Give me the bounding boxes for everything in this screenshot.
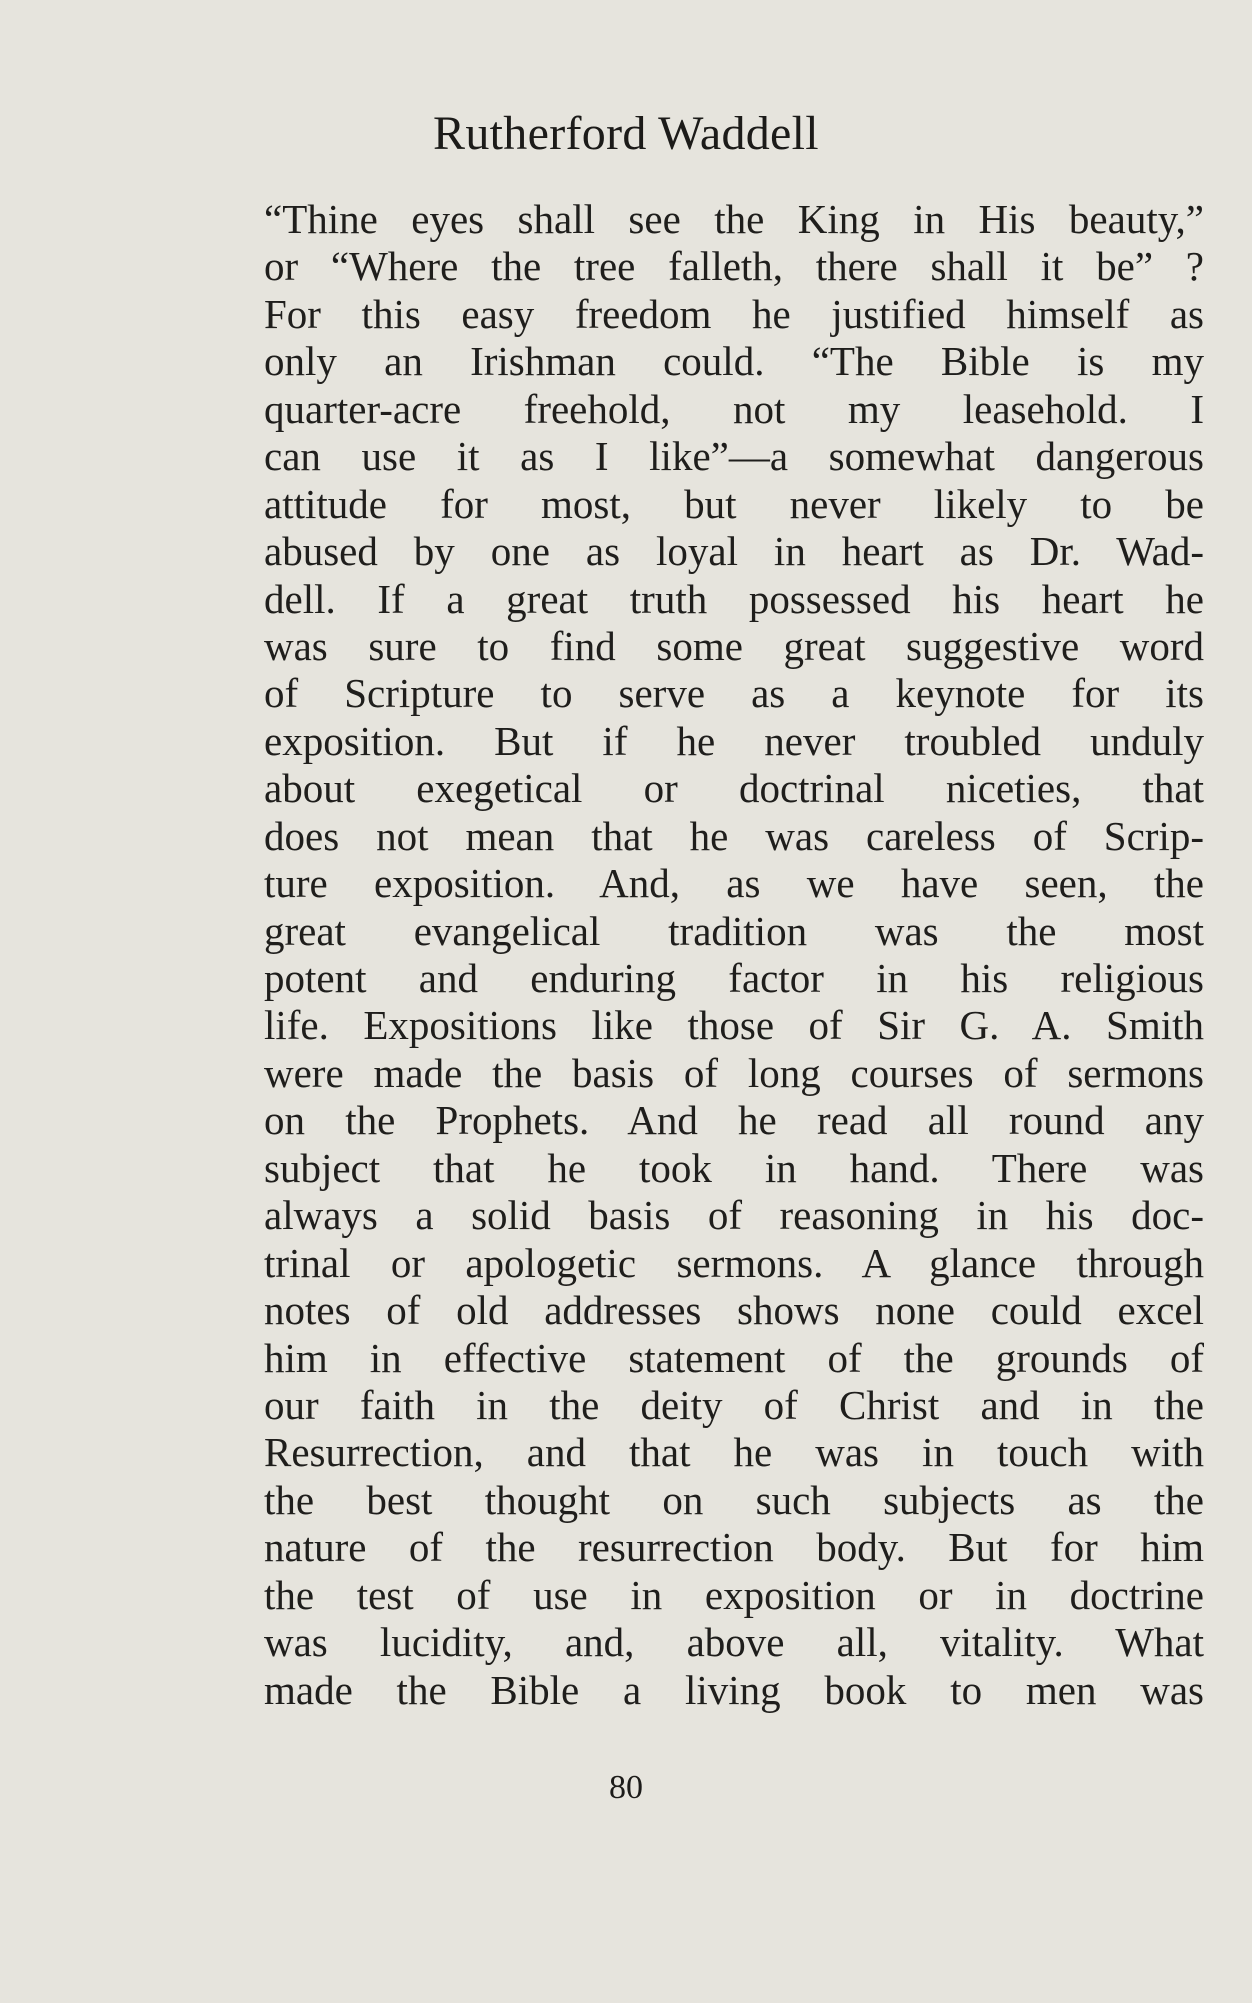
text-line: abused by one as loyal in heart as Dr. Wad- [264, 528, 1204, 575]
text-line: only an Irishman could. “The Bible is my [264, 338, 1204, 385]
text-line: on the Prophets. And he read all round any [264, 1097, 1204, 1144]
text-line: or “Where the tree falleth, there shall it be” ? [264, 243, 1204, 290]
text-line: him in effective statement of the grounds of [264, 1334, 1204, 1381]
text-line: notes of old addresses shows none could excel [264, 1287, 1204, 1334]
text-line: the test of use in exposition or in doctrine [264, 1571, 1204, 1618]
body-text [264, 196, 1204, 1714]
text-line: attitude for most, but never likely to be [264, 480, 1204, 527]
text-line: exposition. But if he never troubled unduly [264, 717, 1204, 764]
text-line: was sure to find some great suggestive word [264, 622, 1204, 669]
text-line: trinal or apologetic sermons. A glance through [264, 1239, 1204, 1286]
text-line: potent and enduring factor in his religious [264, 955, 1204, 1001]
text-line: can use it as I like”—a somewhat dangerous [264, 433, 1204, 480]
page-number: 80 [609, 1769, 643, 1806]
text-line: dell. If a great truth possessed his heart he [264, 575, 1204, 622]
text-line: the best thought on such subjects as the [264, 1476, 1204, 1523]
text-line: quarter-acre freehold, not my leasehold. I [264, 385, 1204, 432]
text-line: ture exposition. And, as we have seen, the [264, 860, 1204, 907]
text-line: subject that he took in hand. There was [264, 1144, 1204, 1191]
text-line: Resurrection, and that he was in touch with [264, 1429, 1204, 1476]
running-head: Rutherford Waddell [433, 107, 819, 160]
text-line: of Scripture to serve as a keynote for its [264, 670, 1204, 717]
text-line: does not mean that he was careless of Scrip- [264, 812, 1204, 859]
text-line: was lucidity, and, above all, vitality. What [264, 1619, 1204, 1666]
text-line: For this easy freedom he justified himself as [264, 290, 1204, 337]
text-line: made the Bible a living book to men was [264, 1666, 1204, 1713]
text-line: life. Expositions like those of Sir G. A. Smith [264, 1002, 1204, 1049]
text-line: “Thine eyes shall see the King in His beauty,” [264, 196, 1204, 242]
text-line: were made the basis of long courses of sermons [264, 1049, 1204, 1096]
text-line: great evangelical tradition was the most [264, 907, 1204, 954]
text-line: about exegetical or doctrinal niceties, that [264, 765, 1204, 812]
text-line: always a solid basis of reasoning in his doc- [264, 1192, 1204, 1239]
text-line: our faith in the deity of Christ and in the [264, 1381, 1204, 1428]
text-line: nature of the resurrection body. But for him [264, 1524, 1204, 1571]
